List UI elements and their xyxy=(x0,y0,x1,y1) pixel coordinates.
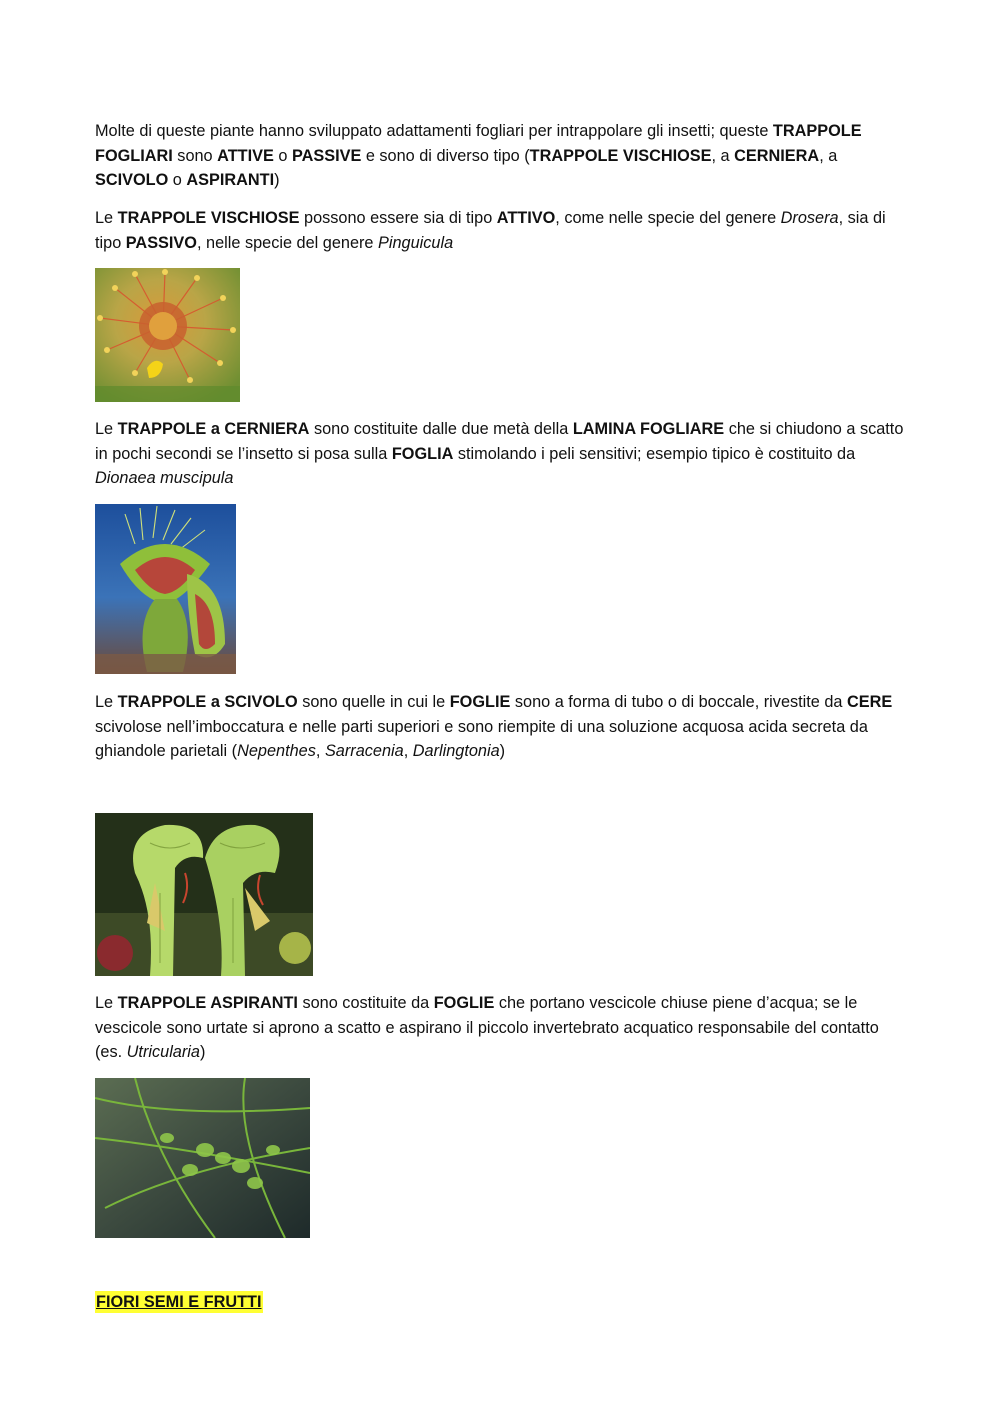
text-run: ) xyxy=(274,171,280,189)
text-run: Le xyxy=(95,693,118,711)
text-run: , a xyxy=(711,146,735,165)
text-run: Drosera xyxy=(780,209,839,227)
text-run: TRAPPOLE VISCHIOSE xyxy=(529,146,712,165)
text-run: sono a forma di tubo o di boccale, rivestite da xyxy=(510,693,848,711)
drosera-photo xyxy=(95,268,240,402)
text-run: Le xyxy=(95,209,118,227)
text-run: sono quelle in cui le xyxy=(297,693,450,711)
section-heading-flowers-seeds-fruits: FIORI SEMI E FRUTTI xyxy=(96,1293,262,1311)
text-run: FOGLIE xyxy=(449,693,511,711)
text-run: TRAPPOLE FOGLIARI xyxy=(95,122,862,165)
text-run: Darlingtonia xyxy=(412,742,500,760)
paragraph-suction-traps xyxy=(95,991,905,1065)
utricularia-photo xyxy=(95,1078,310,1238)
text-run: Pinguicula xyxy=(378,233,454,252)
text-run: Dionaea muscipula xyxy=(95,469,234,487)
text-run: ) xyxy=(499,742,506,760)
text-run: LAMINA FOGLIARE xyxy=(572,420,725,438)
text-run: o xyxy=(168,171,187,189)
text-run: o xyxy=(273,146,292,165)
text-run: FOGLIE xyxy=(433,994,495,1012)
text-run: Sarracenia xyxy=(324,742,404,760)
text-run: , come nelle specie del genere xyxy=(555,209,781,227)
text-run: SCIVOLO xyxy=(95,171,169,189)
paragraph-sticky-traps xyxy=(95,206,905,255)
text-run: scivolose nell’imboccatura e nelle parti superiori e sono riempite di una soluzione acquosa acida secreta da ghiandole parietali ( xyxy=(95,717,868,760)
text-run: PASSIVE xyxy=(291,146,362,165)
text-run: CERNIERA xyxy=(734,146,820,165)
text-run: che portano vescicole chiuse piene d’acqua; se le vescicole sono urtate si aprono a scatto e aspirano il piccolo invertebrato acquatico responsabile del contatto (es. xyxy=(95,994,879,1061)
text-run: TRAPPOLE VISCHIOSE xyxy=(117,209,300,227)
text-run: CERE xyxy=(847,693,893,711)
paragraph-pitfall-traps xyxy=(95,690,905,764)
text-run: Utricularia xyxy=(126,1043,200,1061)
text-run: FOGLIA xyxy=(391,444,454,463)
text-run: TRAPPOLE ASPIRANTI xyxy=(117,994,298,1012)
paragraph-intro-traps xyxy=(95,119,905,193)
text-run: PASSIVO xyxy=(125,233,197,252)
text-run: stimolando i peli sensitivi; esempio tipico è costituito da xyxy=(453,444,856,463)
text-run: Nepenthes xyxy=(237,742,316,760)
text-run: possono essere sia di tipo xyxy=(299,209,497,227)
text-run: Le xyxy=(95,994,118,1012)
text-run: ATTIVE xyxy=(217,146,274,165)
text-run: Le xyxy=(95,420,118,438)
text-run: sono xyxy=(172,146,218,165)
text-run: sono costituite da xyxy=(297,994,434,1012)
darlingtonia-photo xyxy=(95,813,313,976)
text-run: e sono di diverso tipo ( xyxy=(361,146,530,165)
text-run: TRAPPOLE a CERNIERA xyxy=(117,420,310,438)
text-run: ASPIRANTI xyxy=(186,171,275,189)
text-run: , a xyxy=(819,146,838,165)
text-run: ATTIVO xyxy=(496,209,556,227)
text-run: sono costituite dalle due metà della xyxy=(309,420,573,438)
text-run: che si chiudono a scatto in pochi secondi se l’insetto si posa sulla xyxy=(95,420,904,463)
text-run: TRAPPOLE a SCIVOLO xyxy=(117,693,298,711)
text-run: , xyxy=(403,742,413,760)
text-run: , xyxy=(315,742,325,760)
text-run: , nelle specie del genere xyxy=(196,233,378,252)
dionaea-photo xyxy=(95,504,236,674)
text-run: ) xyxy=(199,1043,206,1061)
paragraph-hinge-traps xyxy=(95,417,905,491)
text-run: Molte di queste piante hanno sviluppato adattamenti fogliari per intrappolare gli insetti; queste xyxy=(95,122,773,140)
text-run: , sia di tipo xyxy=(95,209,886,252)
